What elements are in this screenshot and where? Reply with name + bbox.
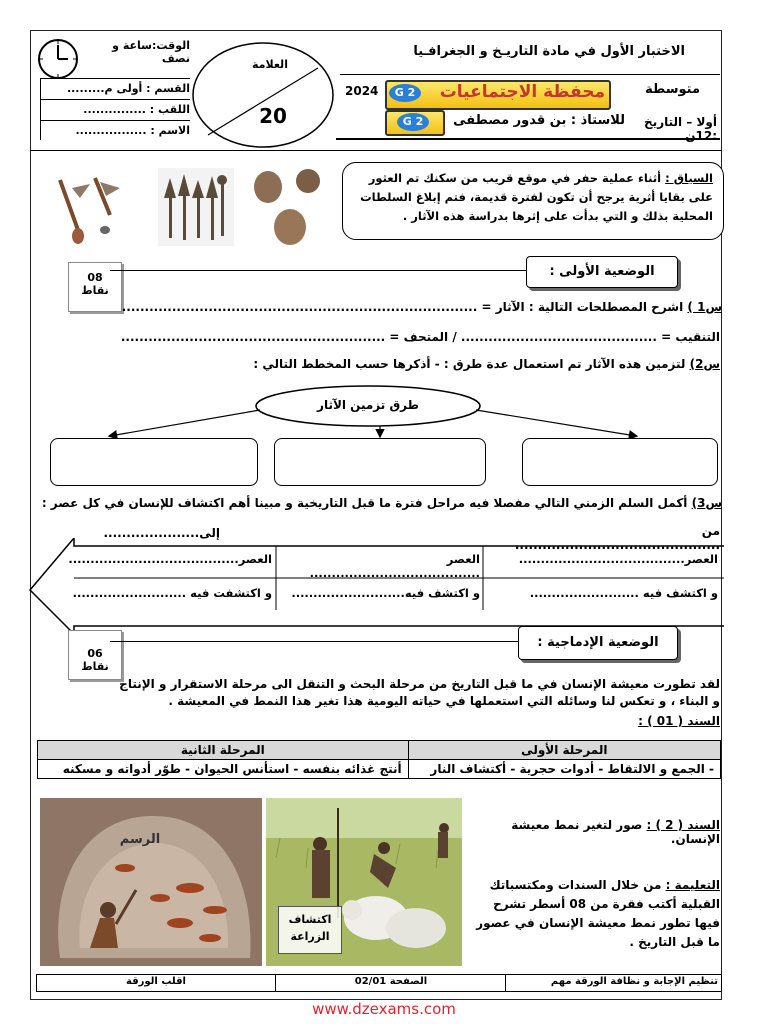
q3-label: س3) — [691, 496, 722, 510]
year-label: 2024 — [345, 84, 379, 98]
dating-method-box-1 — [50, 438, 258, 486]
phase1-header: المرحلة الأولى — [408, 741, 720, 760]
footer-note: تنظيم الإجابة و نظافة الورقة مهم — [550, 976, 718, 987]
doc2-text: صور لتغير نمط معيشة الإنسان. — [511, 818, 720, 846]
site-watermark: www.dzexams.com — [312, 1000, 456, 1018]
task-block — [474, 876, 720, 952]
q2-label: س2) — [689, 357, 720, 371]
diagram-center-label: طرق تزمين الآثار — [317, 398, 419, 412]
brand-badge-small: G 2 — [397, 113, 429, 131]
points-note-2 — [68, 630, 122, 680]
task-label: التعليمة : — [665, 878, 720, 892]
q2-line — [180, 357, 720, 371]
phase1-cell: - الجمع و الالتقاط - أدوات حجرية - أكتشاف النار — [408, 760, 720, 779]
q2-text: لتزمين هذه الآثار تم استعمال عدة طرق : - أذكرها حسب المخطط التالي : — [253, 357, 686, 371]
points-unit-2: نقاط — [81, 660, 109, 673]
agriculture-caption: اكتشاف الزراعة — [288, 913, 332, 943]
brand-logo-small — [385, 110, 445, 136]
phase2-cell: أنتج غذائه بنفسه - استأنس الحيوان - طوّر أدواته و مسكنه — [38, 760, 409, 779]
brand-badge: G 2 — [389, 84, 421, 102]
context-label: السياق : — [665, 171, 713, 185]
grade-total: 20 — [259, 104, 287, 128]
doc1-label: السند ( 01 ) : — [638, 714, 720, 728]
discovery-1: و اكتشف فيه ......................... — [529, 586, 718, 600]
doc2-label: السند ( 2 ) : — [646, 818, 720, 832]
dating-method-box-2 — [274, 438, 486, 486]
q1-term-mathaf: / المتحف = .......................................................... — [120, 330, 457, 344]
page-number: الصفحة 02/01 — [354, 976, 428, 987]
task-text: من خلال السندات ومكتسباتك القبلية أكتب فقرة من 08 أسطر تشرح فيها تطور نمط معيشة الإنسان في عصور ما قبل التاريخ . — [476, 878, 720, 949]
situation1-title-box — [526, 256, 678, 288]
brand-name: محفظة الاجتماعيات — [439, 82, 605, 102]
name-field: الاسم : ................. — [75, 124, 190, 137]
teacher-name: للاستاذ : بن قدور مصطفى — [453, 113, 625, 128]
points-value-1: 08 — [87, 271, 103, 284]
surname-field: اللقب : ............... — [83, 103, 190, 116]
q1-text: اشرح المصطلحات التالية : — [528, 300, 684, 314]
context-text: أثناء عملية حفر في موقع قريب من سكنك تم العثور على بقايا أثرية يرجح أن تكون لفترة قديمة، فتم إبلاغ السلطات المحلية بذلك و التي بدأت على إثرها بدراسة هذه الآثار . — [360, 171, 713, 223]
era-3: العصر....................................... — [68, 552, 272, 566]
stones-image — [248, 165, 328, 250]
discovery-3: و اكتشفت فيه .......................... — [72, 586, 272, 600]
q1-line2 — [60, 330, 720, 344]
era-2: العصر ....................................... — [309, 552, 480, 580]
phase2-header: المرحلة الثانية — [38, 741, 409, 760]
q1-term-athar: الآثار = .............................................................................. — [121, 300, 525, 314]
situation2-intro: لقد تطورت معيشة الإنسان في ما قبل التاريخ من مرحلة البحث و التنقل الى مرحلة الاستقرار و الإنتاج و البناء ، و تعكس لنا وسائله التي استعملها في حياته اليومية هذا تغير هذا النمط في المعيشة . — [119, 677, 720, 708]
context-box — [342, 162, 724, 240]
grade-circle — [190, 40, 336, 150]
clock-icon — [32, 38, 84, 80]
school-label: متوسطة — [645, 82, 700, 97]
situation2-title: الوضعية الإدماجية : — [537, 635, 659, 650]
time-label: الوقت:ساعة و نصف — [112, 39, 190, 65]
exam-title: الاختبار الأول في مادة التاريـخ و الجغرافـيا — [413, 44, 685, 59]
spearheads-image — [158, 168, 234, 246]
brand-logo — [385, 80, 611, 110]
points-value-2: 06 — [87, 647, 103, 660]
q1-line — [110, 300, 722, 314]
agriculture-caption-box — [278, 906, 342, 954]
timeline-to: إلى..................... — [103, 526, 220, 540]
grade-label: العلامة — [252, 58, 288, 71]
class-field: القسم : أولى م......... — [66, 82, 190, 95]
doc2-line — [480, 818, 720, 846]
history-section-label: أولا – التاريخ :12ن — [644, 115, 717, 143]
q3-text: أكمل السلم الزمني التالي مفصلا فيه مراحل فترة ما قبل التاريخية و مبينا أهم اكتشاف للإنسان في كل عصر : — [41, 496, 688, 510]
era-1: العصر...................................... — [518, 552, 718, 566]
q3-line — [36, 496, 722, 510]
phases-table — [37, 740, 721, 779]
q1-term-tanqib: التنقيب = ........................................... — [460, 330, 720, 344]
timeline-from: من ............................................. — [514, 524, 720, 552]
turn-page-note: اقلب الورقة — [126, 976, 186, 987]
tools-image — [50, 170, 130, 248]
q1-label: س1 ) — [687, 300, 722, 314]
cave-painting-image — [40, 798, 262, 966]
situation1-title: الوضعية الأولى : — [549, 264, 655, 279]
dating-method-box-3 — [522, 438, 718, 486]
cave-painting-caption: الرسم — [119, 832, 161, 847]
discovery-2: و اكتشف فيه.......................... — [291, 586, 480, 600]
points-unit-1: نقاط — [81, 284, 109, 297]
situation2-title-box — [518, 626, 678, 660]
